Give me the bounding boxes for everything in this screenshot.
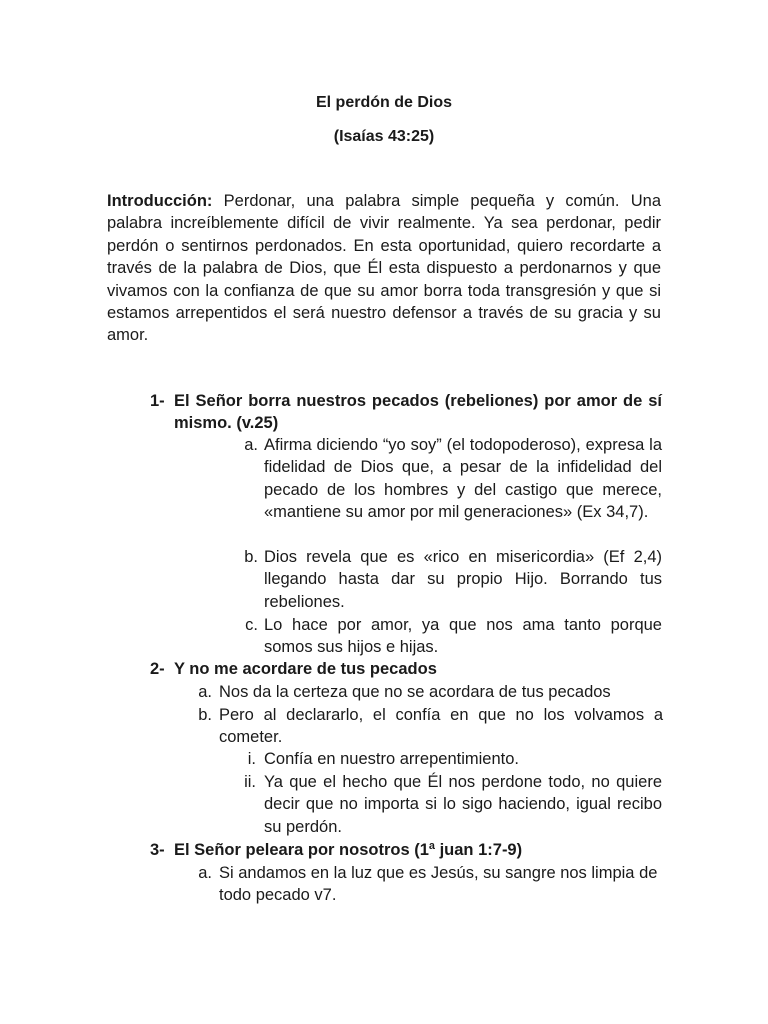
- point-2-subitem-ii-text: Ya que el hecho que Él nos perdone todo, no quiere decir que no importa si lo sigo haciendo, igual recibo su perdón.: [264, 773, 662, 836]
- point-1-item-c-text: Lo hace por amor, ya que nos ama tanto porque somos sus hijos e hijas.: [264, 616, 662, 657]
- intro-label: Introducción:: [107, 192, 213, 210]
- point-3-item-a-text: Si andamos en la luz que es Jesús, su sangre nos limpia de todo pecado v7.: [219, 864, 658, 905]
- point-1-item-c-marker: c.: [245, 616, 258, 634]
- point-3-item-a-marker: a.: [198, 864, 212, 882]
- point-2-heading: Y no me acordare de tus pecados: [174, 660, 437, 678]
- point-2-item-b-marker: b.: [198, 706, 212, 724]
- point-2-marker: 2-: [150, 660, 165, 678]
- point-1-item-b-text: Dios revela que es «rico en misericordia» (Ef 2,4) llegando hasta dar su propio Hijo. Borrando tus rebeliones.: [264, 548, 662, 611]
- point-2-item-a-marker: a.: [198, 683, 212, 701]
- point-1-item-b-marker: b.: [244, 548, 258, 566]
- point-3-marker: 3-: [150, 841, 165, 859]
- intro-text: Perdonar, una palabra simple pequeña y común. Una palabra increíblemente difícil de vivir realmente. Ya sea perdonar, pedir perdón o sentirnos perdonados. En esta oportunidad, quiero recordarte a través de la palabra de Dios, que Él esta dispuesto a perdonarnos y que vivamos con la confianza de que su amor borra toda transgresión y que si estamos arrepentidos el será nuestro defensor a través de su gracia y su amor.: [107, 192, 661, 345]
- point-1-item-a-text: Afirma diciendo “yo soy” (el todopoderoso), expresa la fidelidad de Dios que, a pesar de la infidelidad del pecado de los hombres y del castigo que merece, «mantiene su amor por mil generaciones» (Ex 34,7).: [264, 436, 662, 522]
- point-1-heading: El Señor borra nuestros pecados (rebeliones) por amor de sí mismo. (v.25): [174, 392, 662, 433]
- point-3-heading: El Señor peleara por nosotros (1ª juan 1:7-9): [174, 841, 523, 859]
- point-2-subitem-i-text: Confía en nuestro arrepentimiento.: [264, 750, 519, 768]
- point-1-item-a-marker: a.: [244, 436, 258, 454]
- point-2-subitem-i-marker: i.: [247, 750, 256, 768]
- document-title: El perdón de Dios: [315, 94, 452, 111]
- point-2-item-a-text: Nos da la certeza que no se acordara de tus pecados: [219, 683, 611, 701]
- introduction-paragraph: [107, 190, 661, 347]
- document-subtitle: (Isaías 43:25): [333, 128, 435, 145]
- point-1-marker: 1-: [150, 392, 165, 410]
- point-2-item-b-text: Pero al declararlo, el confía en que no los volvamos a cometer.: [219, 706, 663, 747]
- point-2-subitem-ii-marker: ii.: [244, 773, 256, 791]
